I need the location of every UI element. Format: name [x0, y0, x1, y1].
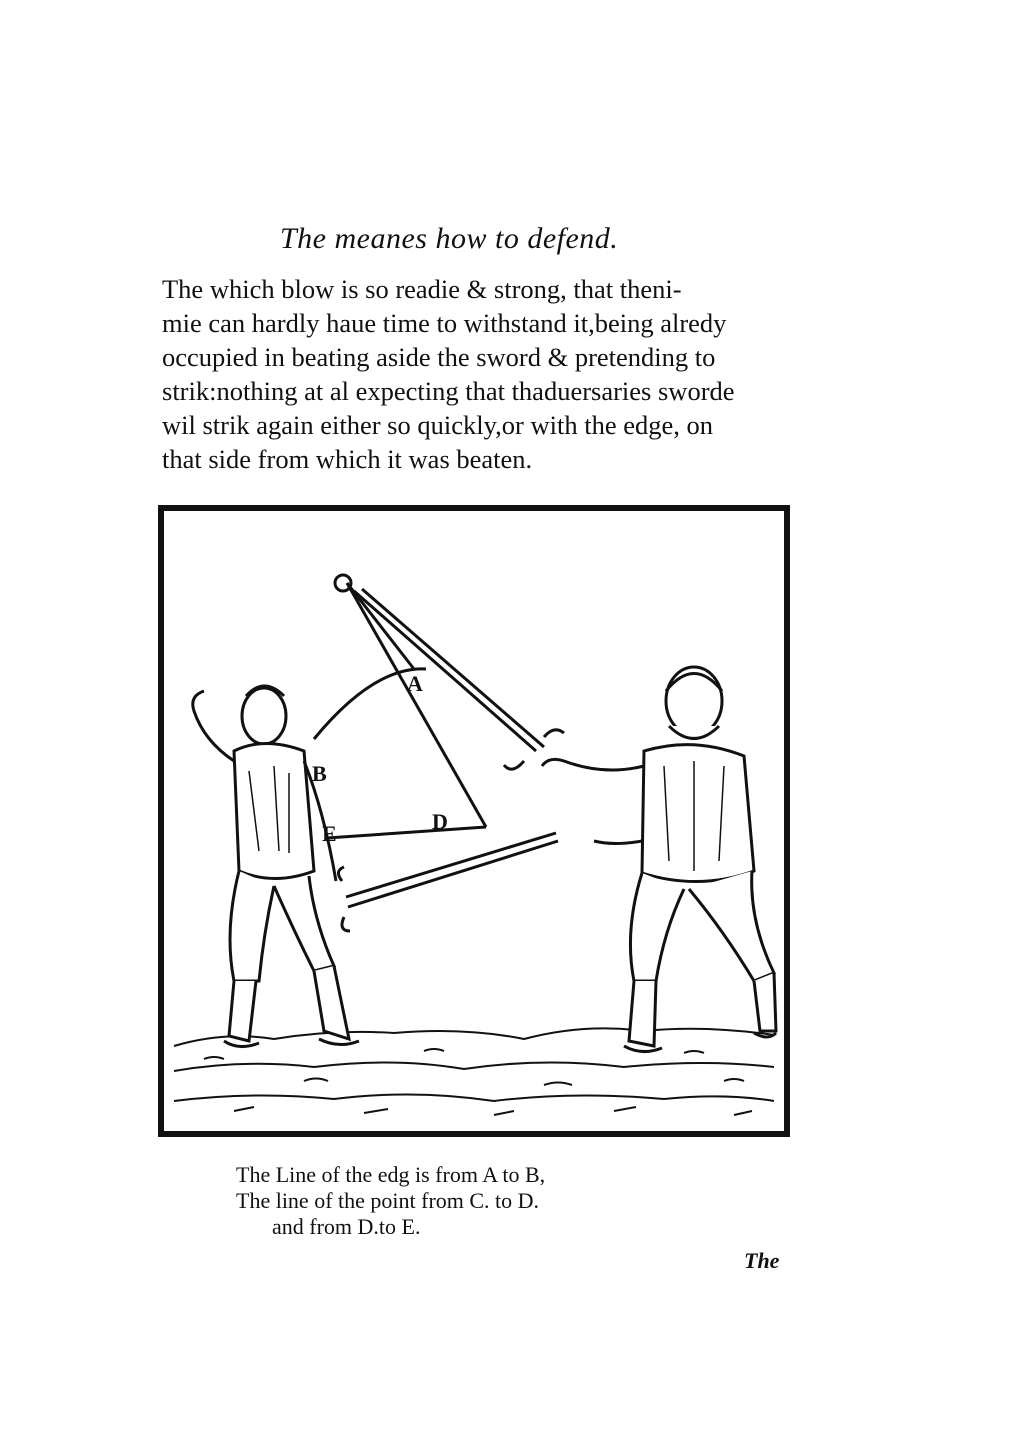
label-a: A	[407, 671, 423, 696]
body-line: mie can hardly haue time to withstand it,being alredy	[162, 308, 727, 338]
figure-caption	[236, 1162, 656, 1240]
woodcut-illustration	[158, 505, 790, 1137]
label-e: E	[322, 821, 337, 846]
page-heading: The meanes how to defend.	[280, 222, 619, 255]
body-paragraph	[162, 272, 794, 476]
body-line: The which blow is so readie & strong, that theni-	[162, 274, 682, 304]
body-line: strik:nothing at al expecting that thaduersaries sworde	[162, 376, 735, 406]
right-fencer	[542, 667, 776, 1052]
fencing-diagram	[164, 511, 784, 1131]
body-line: wil strik again either so quickly,or with the edge, on	[162, 410, 713, 440]
caption-line: The line of the point from C. to D.	[236, 1188, 540, 1213]
left-fencer	[193, 686, 359, 1047]
caption-line: The Line of the edg is from A to B,	[236, 1162, 546, 1187]
body-line: occupied in beating aside the sword & pretending to	[162, 342, 716, 372]
body-line: that side from which it was beaten.	[162, 444, 533, 474]
label-d: D	[432, 809, 448, 834]
caption-line: and from D.to E.	[272, 1214, 421, 1239]
left-sword	[338, 833, 558, 931]
catchword: The	[744, 1248, 780, 1273]
ground	[174, 1028, 774, 1115]
label-b: B	[312, 761, 327, 786]
